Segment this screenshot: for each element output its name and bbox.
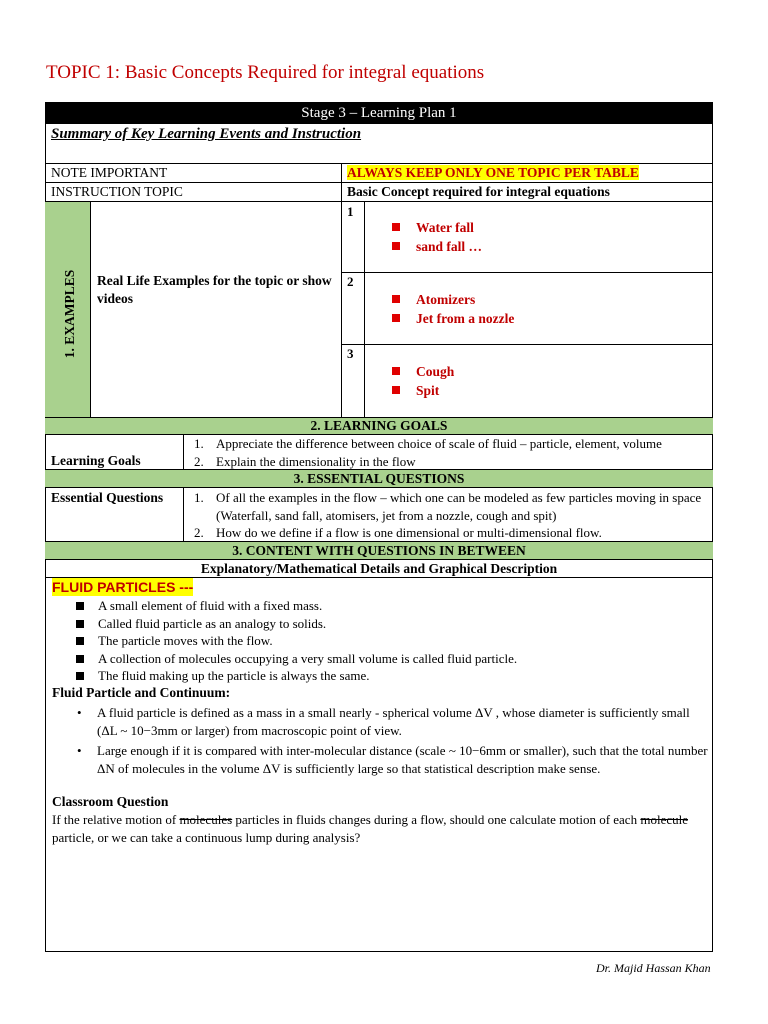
square-bullet-icon <box>76 637 84 645</box>
example-list-2 <box>392 290 514 328</box>
list-item: 2. How do we define if a flow is one dimensional or multi-dimensional flow. <box>194 525 602 540</box>
list-item: • A fluid particle is defined as a mass in a small nearly - spherical volume ΔV , whose diameter is sufficiently small (ΔL ~ 10−3mm or larger) from macroscopic point of view. <box>77 705 690 738</box>
struck-word: molecule <box>640 812 688 827</box>
classroom-question-text: If the relative motion of molecules particles in fluids changes during a flow, should one calculate motion of each molecule particle, or we can take a continuous lump during analysis? <box>52 812 688 845</box>
topic-title: TOPIC 1: Basic Concepts Required for integral equations <box>46 62 485 83</box>
square-bullet-icon <box>76 620 84 628</box>
fluid-particle-bullets <box>76 597 517 685</box>
list-item: 2. Explain the dimensionality in the flow <box>194 453 416 469</box>
red-square-bullet-icon <box>392 386 400 394</box>
list-item: sand fall … <box>392 237 482 256</box>
classroom-question-title: Classroom Question <box>52 794 169 809</box>
red-square-bullet-icon <box>392 295 400 303</box>
content-header: 3. CONTENT WITH QUESTIONS IN BETWEEN <box>45 542 713 560</box>
instruction-label: INSTRUCTION TOPIC <box>45 183 342 201</box>
examples-side <box>45 202 91 417</box>
square-bullet-icon <box>76 602 84 610</box>
list-item: Water fall <box>392 218 482 237</box>
bullet-dot-icon: • <box>77 743 82 758</box>
list-item: Cough <box>392 362 454 381</box>
list-item: The particle moves with the flow. <box>76 632 517 650</box>
instruction-value: Basic Concept required for integral equations <box>347 184 610 199</box>
example-list-3 <box>392 362 454 400</box>
note-value-cell <box>342 164 713 182</box>
list-item: The fluid making up the particle is always the same. <box>76 667 517 685</box>
red-square-bullet-icon <box>392 242 400 250</box>
struck-word: molecules <box>179 812 233 827</box>
square-bullet-icon <box>76 655 84 663</box>
list-item: 1. Appreciate the difference between choice of scale of fluid – particle, element, volume <box>194 436 662 451</box>
list-item: • Large enough if it is compared with inter-molecular distance (scale ~ 10−6mm or smaller), such that the total number ΔN of molecules in the volume ΔV is sufficiently large so that statistical description make sense. <box>77 743 708 776</box>
note-value: ALWAYS KEEP ONLY ONE TOPIC PER TABLE <box>347 165 639 180</box>
content-subheader: Explanatory/Mathematical Details and Graphical Description <box>45 560 713 578</box>
examples-block <box>45 202 713 418</box>
list-item: Spit <box>392 381 454 400</box>
examples-vertical-label: 1. EXAMPLES <box>62 269 77 359</box>
red-square-bullet-icon <box>392 314 400 322</box>
note-label: NOTE IMPORTANT <box>45 164 342 182</box>
learning-goals-label: Learning Goals <box>45 435 184 469</box>
list-item: A collection of molecules occupying a very small volume is called fluid particle. <box>76 650 517 668</box>
square-bullet-icon <box>76 672 84 680</box>
author-signature: Dr. Majid Hassan Khan <box>596 961 711 975</box>
stage-header: Stage 3 – Learning Plan 1 <box>45 102 713 124</box>
list-item: Called fluid particle as an analogy to solids. <box>76 615 517 633</box>
essential-questions-list <box>194 489 708 542</box>
example-number-2: 2 <box>347 274 354 289</box>
fluid-particles-title: FLUID PARTICLES --- <box>52 579 194 595</box>
continuum-title: Fluid Particle and Continuum: <box>52 685 231 700</box>
list-item: 1. Of all the examples in the flow – which one can be modeled as few particles moving in space (Waterfall, sand fall, atomisers, jet from a nozzle, cough and spit) <box>194 490 702 523</box>
example-number-3: 3 <box>347 346 354 361</box>
examples-description: Real Life Examples for the topic or show videos <box>91 202 342 417</box>
example-number-1: 1 <box>347 204 354 219</box>
summary-heading: Summary of Key Learning Events and Instruction <box>45 124 713 164</box>
essential-questions-label: Essential Questions <box>45 488 184 541</box>
list-item: Jet from a nozzle <box>392 309 514 328</box>
note-row <box>45 164 713 183</box>
example-list-1 <box>392 218 482 256</box>
instruction-row <box>45 183 713 202</box>
list-item: A small element of fluid with a fixed mass. <box>76 597 517 615</box>
red-square-bullet-icon <box>392 367 400 375</box>
red-square-bullet-icon <box>392 223 400 231</box>
bullet-dot-icon: • <box>77 705 82 720</box>
essential-questions-header: 3. ESSENTIAL QUESTIONS <box>45 470 713 488</box>
continuum-bullets <box>72 704 708 780</box>
learning-goals-list <box>194 435 708 470</box>
learning-goals-header: 2. LEARNING GOALS <box>45 418 713 435</box>
list-item: Atomizers <box>392 290 514 309</box>
